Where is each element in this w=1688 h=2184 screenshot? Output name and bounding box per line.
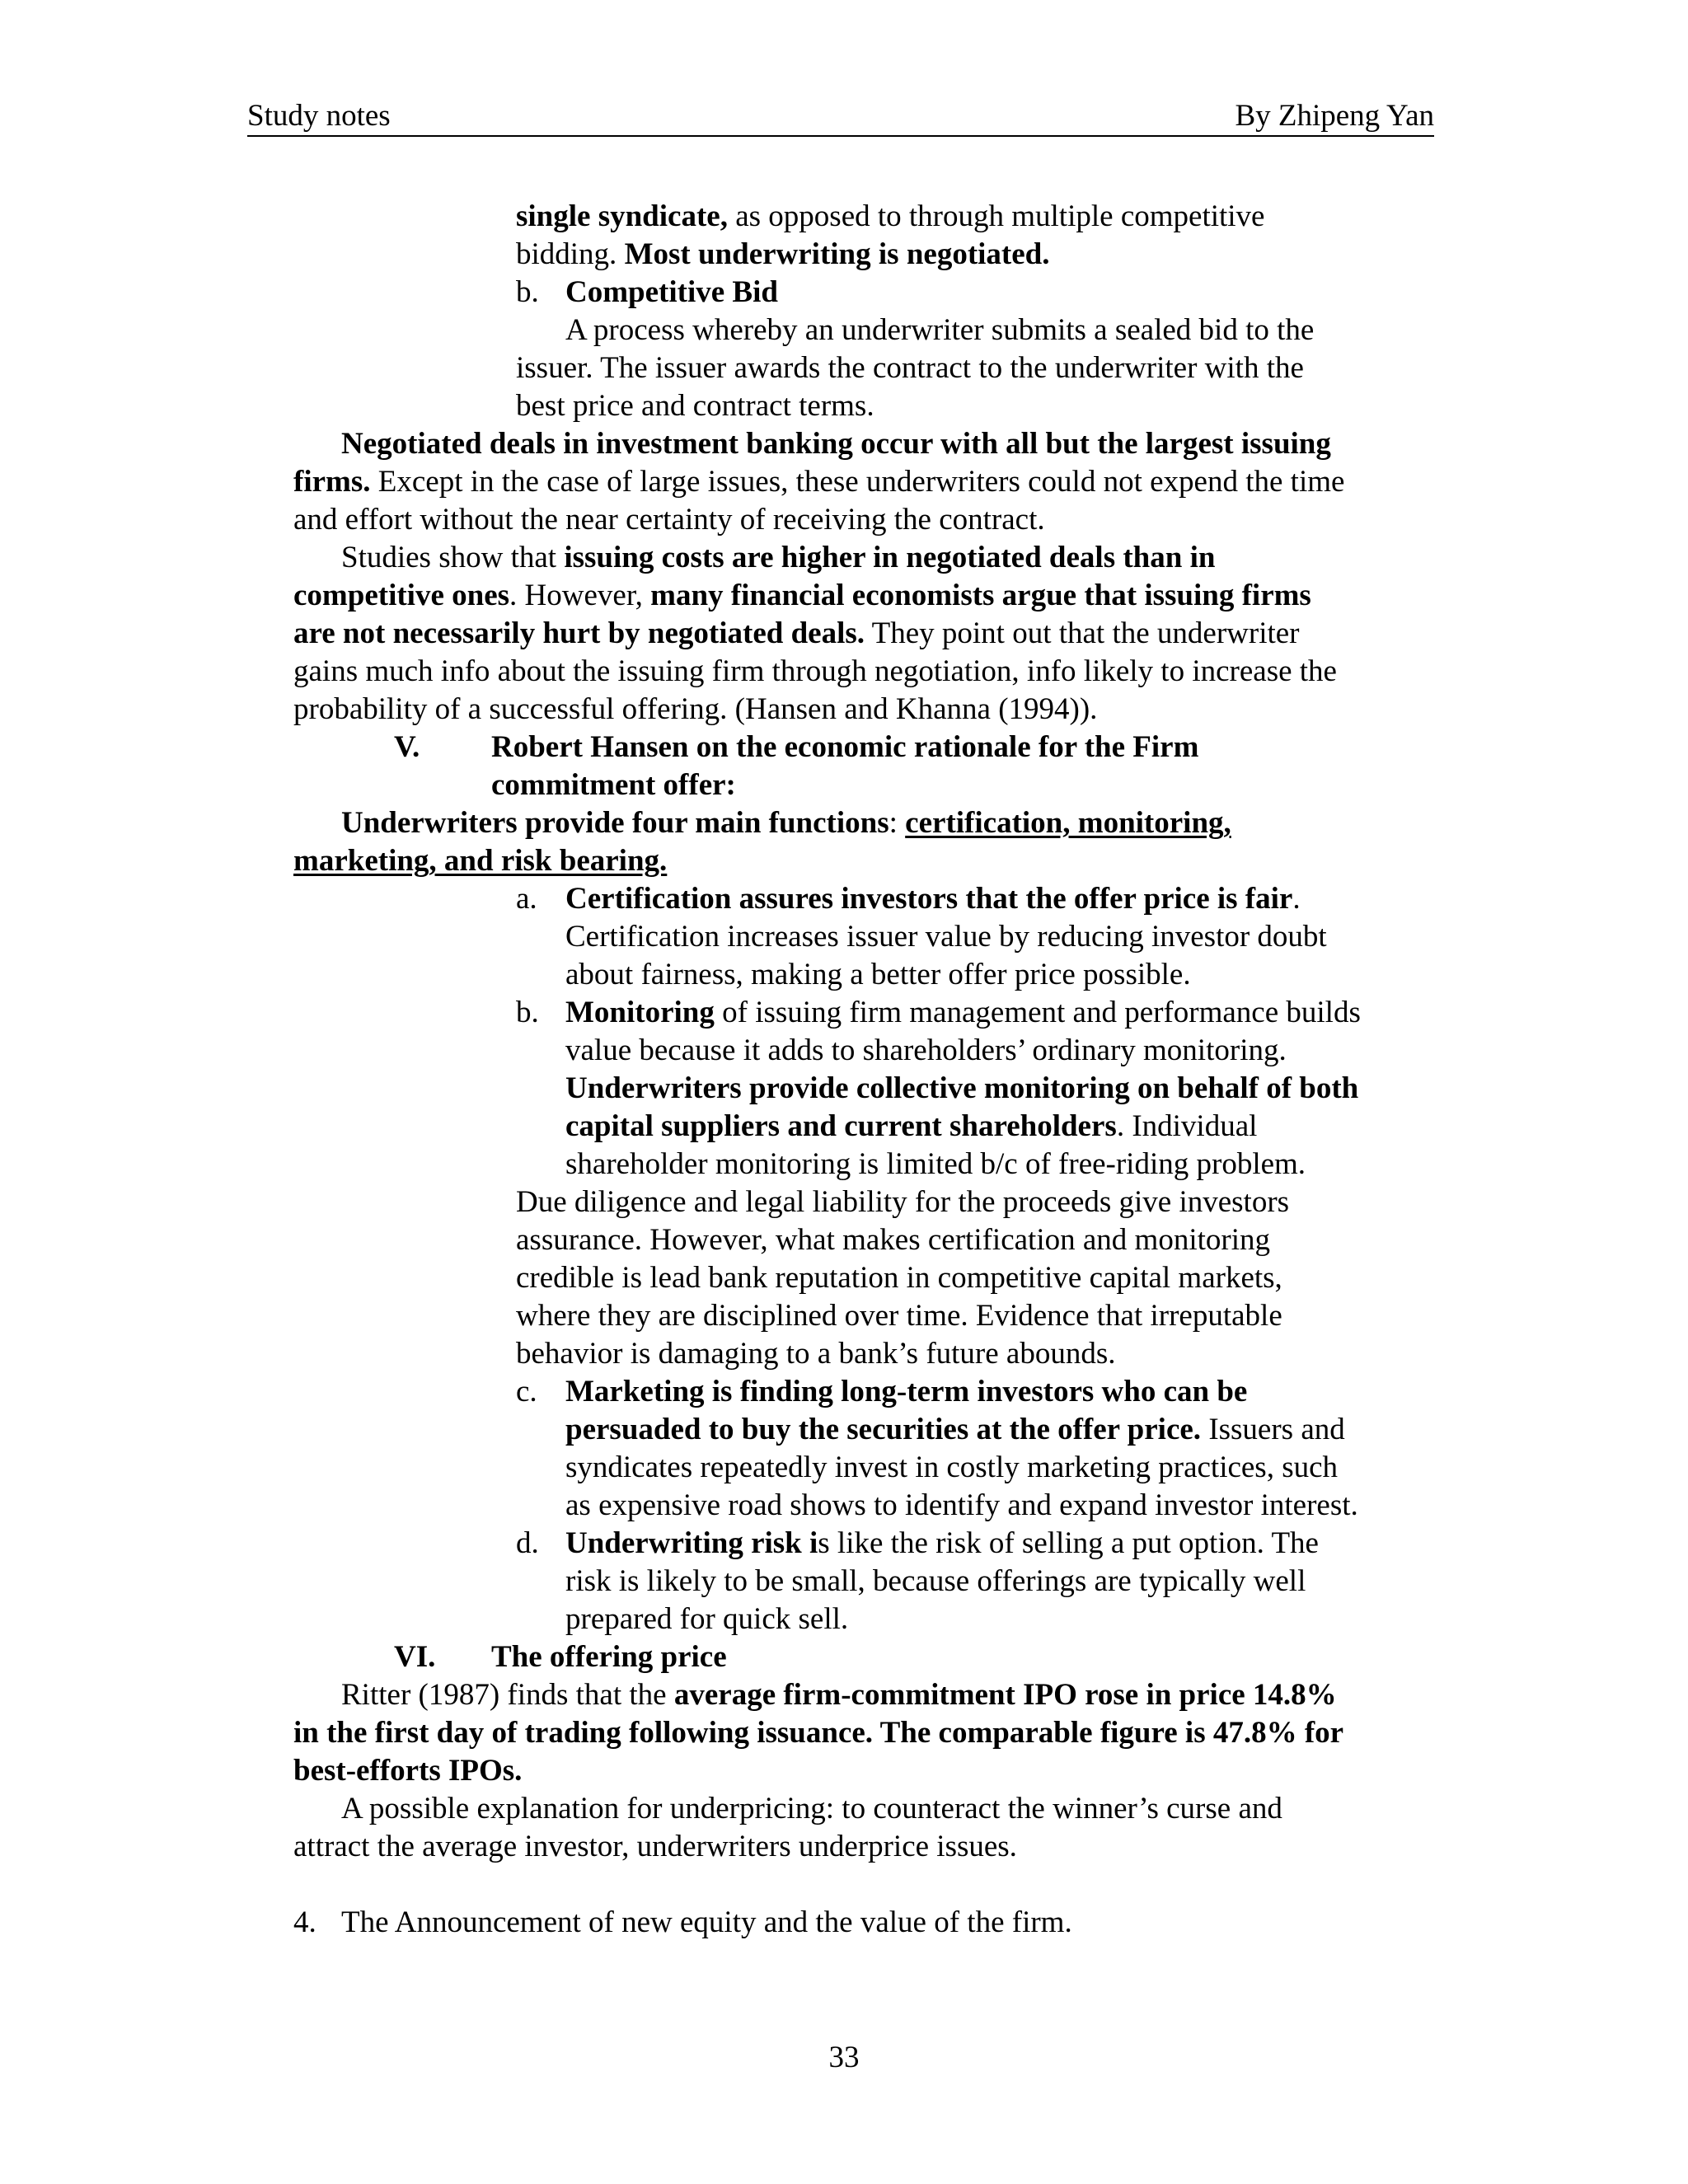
text-run: Underwriters provide collective monitoring on behalf of both [565,1071,1359,1105]
text-run: The offering price [491,1640,727,1674]
text-line [516,236,1050,274]
text-line [341,804,1231,842]
text-run: certification, monitoring, [905,806,1231,840]
text-run: capital suppliers and current shareholders [565,1109,1117,1143]
text-run: Robert Hansen on the economic rationale for the Firm [491,730,1199,764]
text-run: VI. [394,1640,436,1674]
text-line [565,1146,1306,1183]
text-run: are not necessarily hurt by negotiated deals. [293,616,865,650]
page-number: 33 [828,2041,860,2074]
text-line [565,1487,1358,1525]
text-line [341,1790,1282,1828]
text-run: shareholder monitoring is limited b/c of free-riding problem. [565,1147,1306,1181]
text-line [516,387,874,425]
text-run: Issuers and [1201,1413,1345,1446]
text-run: bidding. [516,237,625,271]
text-run: best price and contract terms. [516,389,874,423]
text-run: Certification assures investors that the offer price is fair [565,882,1293,916]
text-run: c. [516,1375,537,1408]
text-run: marketing, and risk bearing. [293,844,668,878]
text-run: average firm-commitment IPO rose in price 14.8% [673,1678,1337,1712]
text-run: d. [516,1526,539,1560]
text-run: attract the average investor, underwriters underprice issues. [293,1830,1017,1863]
text-run: s like the risk of selling a put option. The [818,1526,1319,1560]
text-run: issuing costs are higher in negotiated deals than in [564,541,1216,574]
text-run: Underwriting risk i [565,1526,818,1560]
text-run: Competitive Bid [565,275,778,309]
text-line [565,1563,1306,1601]
text-line [293,501,1045,539]
text-run: persuaded to buy the securities at the offer price. [565,1413,1202,1446]
text-run: . However, [509,579,651,612]
text-run: Ritter (1987) finds that the [341,1678,674,1712]
text-run: issuer. The issuer awards the contract to the underwriter with the [516,351,1304,385]
text-run: Due diligence and legal liability for the proceeds give investors [516,1185,1290,1219]
text-line [516,880,537,918]
text-run: risk is likely to be small, because offerings are typically well [565,1564,1306,1598]
text-run: 4. [293,1905,316,1939]
text-run: where they are disciplined over time. Evidence that irreputable [516,1299,1282,1333]
text-run: The Announcement of new equity and the value of the firm. [341,1905,1072,1939]
text-line [516,1335,1116,1373]
text-line [293,1752,522,1790]
text-line [516,1259,1282,1297]
text-run: commitment offer: [491,768,736,802]
text-run: A process whereby an underwriter submits a sealed bid to the [565,313,1315,347]
text-line [565,880,1301,918]
text-line [516,1221,1270,1259]
text-run: as expensive road shows to identify and expand investor interest. [565,1488,1358,1522]
text-line [565,274,778,312]
text-line [565,1525,1319,1563]
text-run: b. [516,996,539,1029]
text-run: Monitoring [565,996,715,1029]
text-line [565,918,1327,956]
text-line [293,463,1344,501]
text-run: Marketing is finding long-term investors who can be [565,1375,1248,1408]
text-line [516,1297,1282,1335]
text-run: competitive ones [293,579,510,612]
text-line [565,1108,1257,1146]
text-line [516,349,1304,387]
text-line [491,1638,727,1676]
text-run: firms. [293,465,371,499]
text-run: : [889,806,906,840]
text-line [516,1183,1289,1221]
text-run: about fairness, making a better offer price possible. [565,958,1191,991]
text-line [293,653,1337,691]
text-run: assurance. However, what makes certification and monitoring [516,1223,1270,1257]
page-header [247,97,1434,137]
text-run: as opposed to through multiple competitive [727,199,1265,233]
text-line [293,1904,316,1942]
text-line [341,539,1215,577]
text-run: Studies show that [341,541,565,574]
text-line [565,1449,1338,1487]
text-line [293,1714,1343,1752]
header-left: Study notes [247,99,391,133]
text-line [491,729,1198,766]
text-run: Certification increases issuer value by reducing investor doubt [565,920,1327,954]
text-run: in the first day of trading following issuance. The comparable figure is 47.8% for [293,1716,1344,1750]
text-line [293,842,667,880]
text-run: A possible explanation for underpricing: to counteract the winner’s curse and [341,1792,1282,1825]
text-run: a. [516,882,537,916]
text-run: V. [394,730,420,764]
text-line [341,425,1331,463]
text-run: Except in the case of large issues, these underwriters could not expend the time [370,465,1345,499]
text-line [341,1676,1337,1714]
text-run: . [1292,882,1301,916]
text-line [565,956,1191,994]
text-line [516,994,539,1032]
text-line [293,691,1097,729]
text-line [516,274,539,312]
text-line [516,1525,539,1563]
text-line [565,1601,848,1638]
text-run: They point out that the underwriter [865,616,1300,650]
text-run: value because it adds to shareholders’ ordinary monitoring. [565,1033,1287,1067]
text-run: many financial economists argue that issuing firms [650,579,1311,612]
text-run: best-efforts IPOs. [293,1754,523,1788]
text-run: credible is lead bank reputation in competitive capital markets, [516,1261,1282,1295]
text-line [293,615,1300,653]
text-line [394,729,420,766]
text-line [491,766,736,804]
text-line [516,198,1264,236]
text-run: Negotiated deals in investment banking occur with all but the largest issuing [341,427,1331,461]
text-run: gains much info about the issuing firm through negotiation, info likely to increase the [293,654,1337,688]
text-line [565,1070,1358,1108]
text-line [565,994,1361,1032]
text-line [293,1828,1017,1866]
text-run: of issuing firm management and performance builds [714,996,1361,1029]
text-run: . Individual [1116,1109,1258,1143]
text-run: prepared for quick sell. [565,1602,849,1636]
text-line [516,1373,537,1411]
text-run: syndicates repeatedly invest in costly marketing practices, such [565,1451,1339,1484]
text-run: Most underwriting is negotiated. [624,237,1050,271]
text-run: and effort without the near certainty of receiving the contract. [293,503,1045,537]
text-line [565,1373,1247,1411]
text-run: behavior is damaging to a bank’s future abounds. [516,1337,1116,1371]
header-right: By Zhipeng Yan [1235,99,1434,133]
text-run: b. [516,275,539,309]
text-line [394,1638,435,1676]
text-line [565,1032,1287,1070]
text-line [341,1904,1072,1942]
text-line [293,577,1311,615]
text-line [565,1411,1345,1449]
text-run: probability of a successful offering. (Hansen and Khanna (1994)). [293,692,1098,726]
text-line [565,312,1314,349]
text-run: Underwriters provide four main functions [341,806,889,840]
text-run: single syndicate, [516,199,728,233]
